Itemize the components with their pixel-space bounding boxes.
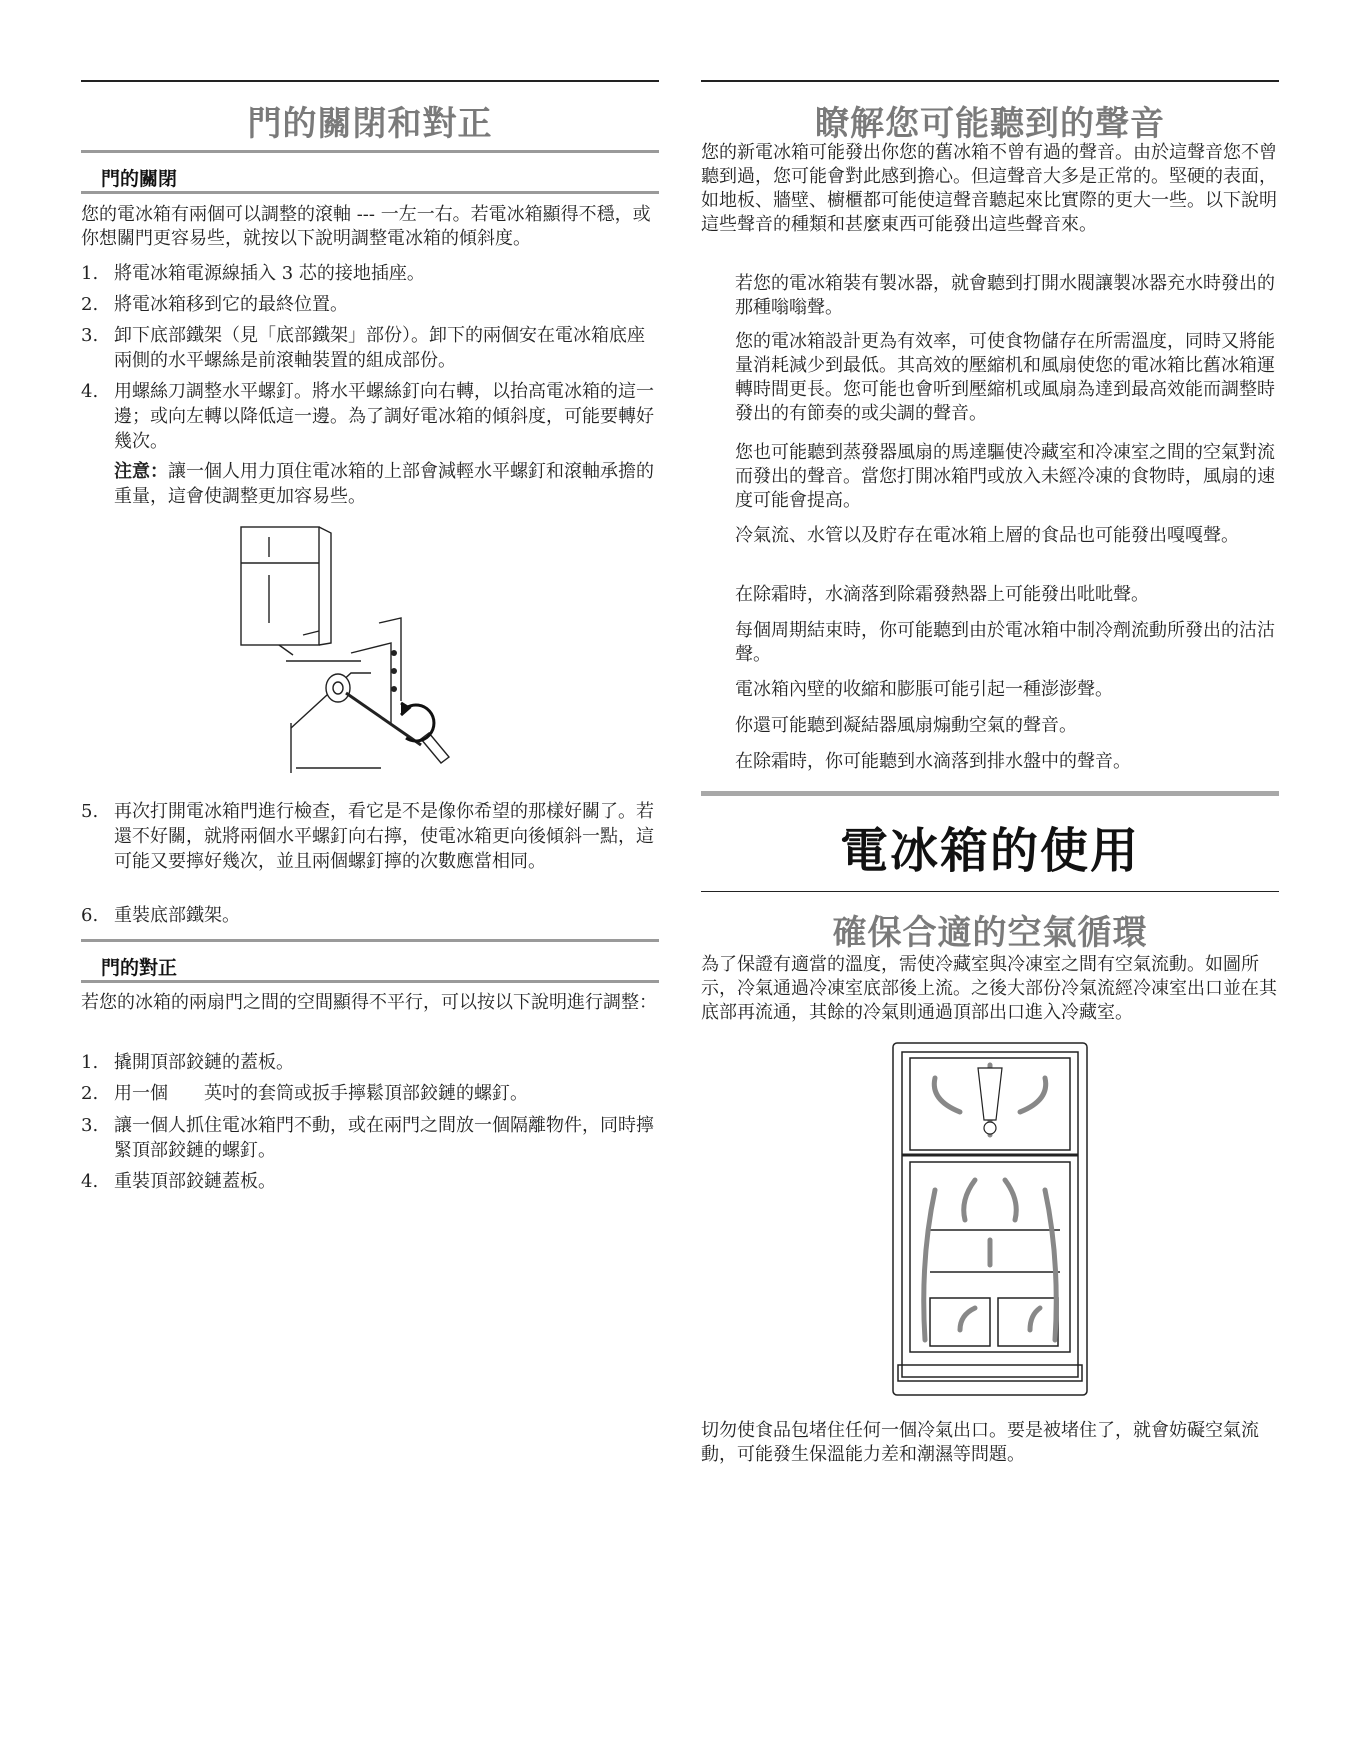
sound-item: 每個周期結束時，你可能聽到由於電冰箱中制冷劑流動所發出的沽沽聲。 — [735, 620, 1275, 665]
section-title-sounds: 瞭解您可能聽到的聲音 — [815, 104, 1165, 144]
item-text: 重裝底部鐵架。 — [114, 905, 240, 926]
section-divider-bar — [701, 791, 1279, 796]
sound-item: 電冰箱內壁的收縮和膨脹可能引起一種澎澎聲。 — [735, 679, 1113, 700]
item-number: 6. — [81, 905, 99, 926]
door-closing-intro: 您的電冰箱有兩個可以調整的滾軸 --- 一左一右。若電冰箱顯得不穩，或你想關門更容易些，就按以下說明調整電冰箱的傾斜度。 — [81, 204, 651, 249]
sounds-intro: 您的新電冰箱可能發出你您的舊冰箱不曾有過的聲音。由於這聲音您不曾聽到過，您可能會對此感到擔心。但這聲音大多是正常的。堅硬的表面，如地板、牆壁、櫥櫃都可能使這聲音聽起來比實際的更大一些。以下說明這些聲音的種類和甚麼東西可能發出這些聲音來。 — [701, 142, 1277, 235]
item-number: 2. — [81, 1083, 99, 1104]
airflow-warning: 切勿使食品包堵住任何一個冷氣出口。要是被堵住了，就會妨礙空氣流動，可能發生保溫能力差和潮濕等問題。 — [701, 1420, 1259, 1465]
item-number: 4. — [81, 1171, 99, 1192]
item-text: 將電冰箱移到它的最終位置。 — [114, 294, 348, 315]
item-text: 讓一個人抓住電冰箱門不動，或在兩門之間放一個隔離物件，同時擰緊頂部鉸鏈的螺釘。 — [114, 1115, 654, 1161]
item-number: 2. — [81, 294, 99, 315]
fan-housing-icon — [978, 1068, 1002, 1120]
subheading-bar — [81, 150, 659, 153]
airflow-intro: 為了保證有適當的溫度，需使冷藏室與冷凍室之間有空氣流動。如圖所示，冷氣通過冷凍室底部後上流。之後大部份冷氣流經冷凍室出口並在其底部再流通，其餘的冷氣則通過頂部出口進入冷藏室。 — [701, 954, 1277, 1023]
sound-item: 您的電冰箱設計更為有效率，可使食物儲存在所需溫度，同時又將能量消耗減少到最低。其高效的壓縮机和風扇使您的電冰箱比舊冰箱運轉時間更長。您可能也會听到壓縮机或風扇為達到最高效能而調整時發出的有節奏的或尖調的聲音。 — [735, 331, 1275, 424]
note-label: 注意： — [114, 461, 168, 482]
item-text: 重裝頂部鉸鏈蓋板。 — [114, 1171, 276, 1192]
sound-item: 在除霜時，水滴落到除霜發熱器上可能發出吡吡聲。 — [735, 584, 1149, 605]
airflow-arrow-icon — [1020, 1078, 1046, 1112]
fridge-outline — [241, 527, 319, 645]
item-number: 3. — [81, 1115, 99, 1136]
divider-rule — [701, 891, 1279, 892]
airflow-arrow-icon — [1005, 1180, 1016, 1220]
item-text: 用螺絲刀調整水平螺釘。將水平螺絲釘向右轉，以抬高電冰箱的這一邊；或向左轉以降低這一邊。為了調好電冰箱的傾斜度，可能要轉好幾次。 — [114, 381, 654, 452]
sound-item: 冷氣流、水管以及貯存在電冰箱上層的食品也可能發出嘎嘎聲。 — [735, 525, 1239, 546]
item-number: 1. — [81, 263, 99, 284]
item-text: 再次打開電冰箱門進行檢查，看它是不是像你希望的那樣好關了。若還不好關，就將兩個水平螺釘向右擰，使電冰箱更向後傾斜一點，這可能又要擰好幾次，並且兩個螺釘擰的次數應當相同。 — [114, 801, 654, 872]
section-title-door: 門的關閉和對正 — [247, 104, 493, 144]
item-number: 1. — [81, 1052, 99, 1073]
airflow-arrow-icon — [960, 1308, 975, 1330]
item-text: 用一個 英吋的套筒或扳手擰鬆頂部鉸鏈的螺釘。 — [114, 1083, 528, 1104]
item-number: 5. — [81, 801, 99, 822]
subheading-door-alignment: 門的對正 — [101, 957, 178, 979]
subheading-bar — [81, 980, 659, 983]
item-number: 4. — [81, 381, 99, 402]
airflow-arrow-icon — [934, 1078, 960, 1112]
subheading-door-closing: 門的關閉 — [101, 168, 178, 190]
arrow-icon — [279, 645, 293, 655]
item-text: 撬開頂部鉸鏈的蓋板。 — [114, 1052, 294, 1073]
airflow-diagram — [890, 1040, 1090, 1400]
door-alignment-intro: 若您的冰箱的兩扇門之間的空間顯得不平行，可以按以下說明進行調整： — [81, 992, 657, 1013]
airflow-arrow-icon — [1030, 1308, 1040, 1330]
item-number: 3. — [81, 325, 99, 346]
sound-item: 你還可能聽到凝結器風扇煽動空氣的聲音。 — [735, 715, 1077, 736]
sound-item: 在除霜時，你可能聽到水滴落到排水盤中的聲音。 — [735, 751, 1131, 772]
sound-item: 若您的電冰箱裝有製冰器，就會聽到打開水閥讓製冰器充水時發出的那種嗡嗡聲。 — [735, 273, 1275, 318]
item-text: 卸下底部鐵架（見「底部鐵架」部份）。卸下的兩個安在電冰箱底座兩側的水平螺絲是前滾軸裝置的組成部份。 — [114, 325, 645, 371]
note-text: 讓一個人用力頂住電冰箱的上部會減輕水平螺釘和滾軸承擔的重量，這會使調整更加容易些。 — [114, 461, 654, 507]
item-text: 將電冰箱電源線插入 3 芯的接地插座。 — [114, 263, 425, 284]
airflow-arrow-icon — [1045, 1190, 1056, 1340]
section-title-usage: 電冰箱的使用 — [839, 823, 1140, 879]
airflow-arrow-icon — [964, 1180, 975, 1220]
top-rule — [81, 80, 659, 82]
top-rule — [701, 80, 1279, 82]
subheading-bar — [81, 191, 659, 194]
sound-item: 您也可能聽到蒸發器風扇的馬達驅使冷藏室和冷凍室之間的空氣對流而發出的聲音。當您打開冰箱門或放入未經冷凍的食物時，風扇的速度可能會提高。 — [735, 442, 1275, 511]
leveling-screw-illustration — [231, 523, 491, 773]
subheading-bar — [81, 939, 659, 942]
section-title-airflow: 確保合適的空氣循環 — [832, 913, 1148, 953]
